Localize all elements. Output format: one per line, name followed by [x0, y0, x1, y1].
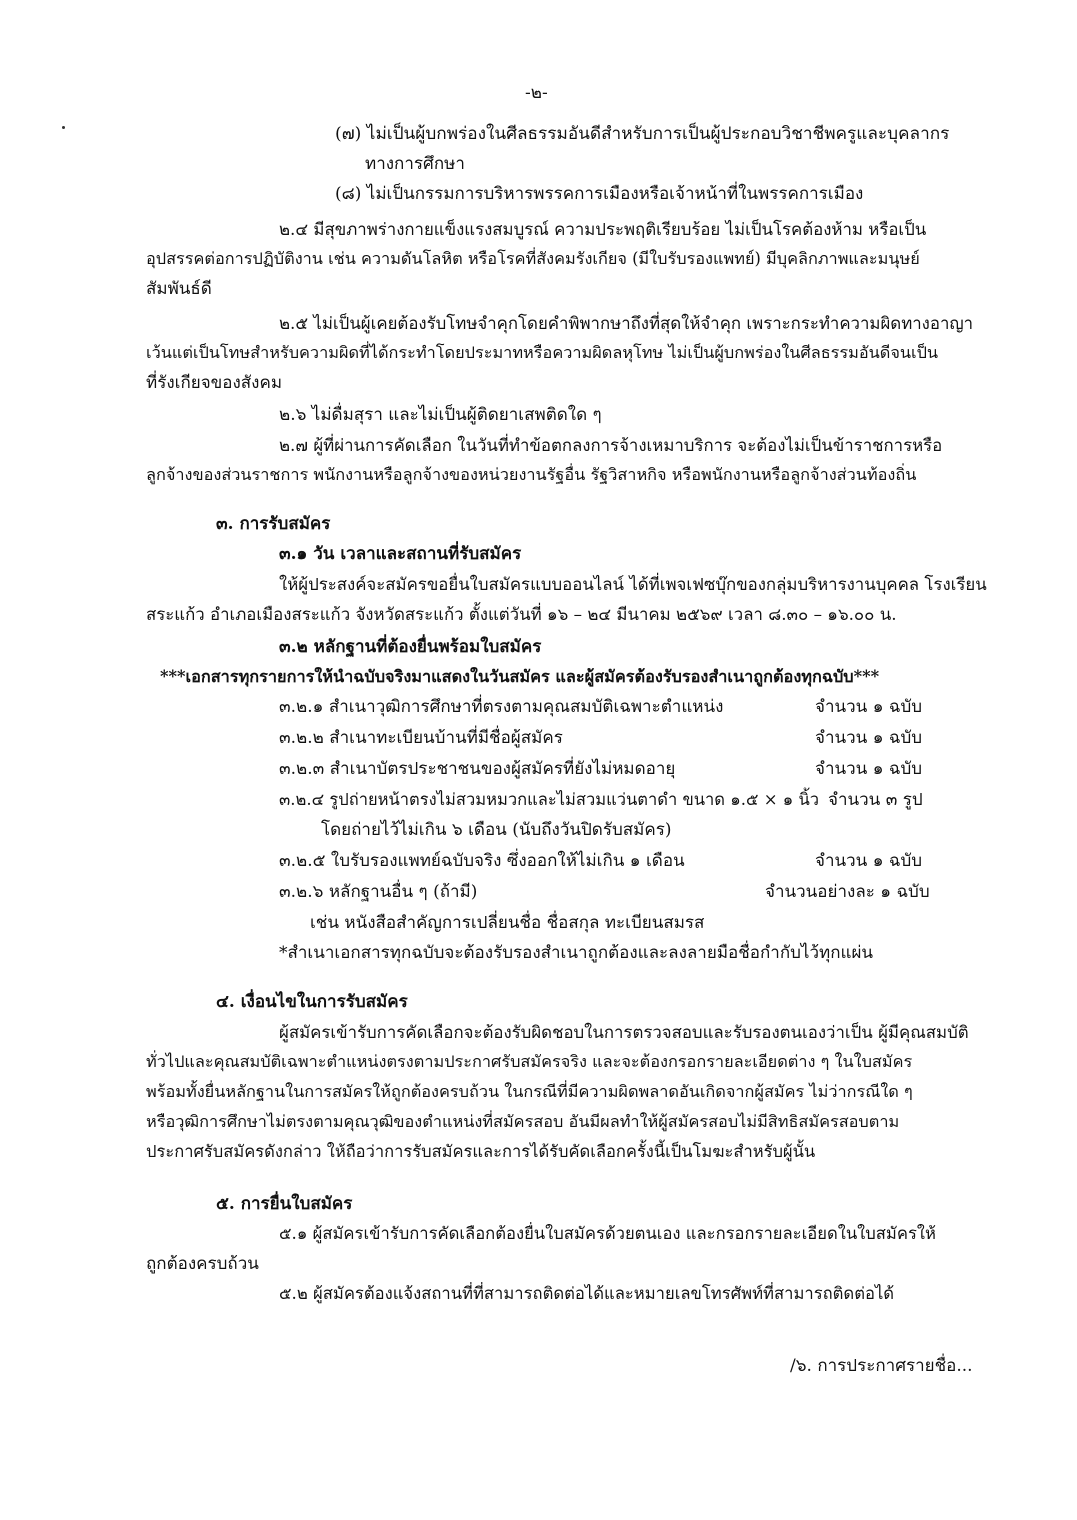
section-4-text-4: หรือวุฒิการศึกษาไม่ตรงตามคุณวุฒิของตำแหน่งที่สมัครสอบ อันมีผลทำให้ผู้สมัครสอบไม่มีสิทธิสมัครสอบตาม [146, 1112, 900, 1131]
doc-item-6-qty: จำนวนอย่างละ ๑ ฉบับ [765, 882, 930, 902]
doc-item-1-qty: จำนวน ๑ ฉบับ [815, 697, 923, 717]
section-4-heading: ๔. เงื่อนไขในการรับสมัคร [216, 992, 408, 1012]
page-number: -๒- [525, 83, 548, 103]
clause-2-5-end: ที่รังเกียจของสังคม [146, 373, 283, 393]
section-3-heading: ๓. การรับสมัคร [216, 514, 331, 534]
section-4-text-5: ประกาศรับสมัครดังกล่าว ให้ถือว่าการรับสมัครและการได้รับคัดเลือกครั้งนี้เป็นโมฆะสำหรับผู้นั้น [146, 1142, 816, 1161]
clause-2-4: ๒.๔ มีสุขภาพร่างกายแข็งแรงสมบูรณ์ ความประพฤติเรียบร้อย ไม่เป็นโรคต้องห้าม หรือเป็น [279, 219, 927, 239]
section-5-1-cont: ถูกต้องครบถ้วน [146, 1254, 259, 1274]
item-7: (๗) ไม่เป็นผู้บกพร่องในศีลธรรมอันดีสำหรับการเป็นผู้ประกอบวิชาชีพครูและบุคลากร [335, 124, 950, 144]
copy-note: *สำเนาเอกสารทุกฉบับจะต้องรับรองสำเนาถูกต้องและลงลายมือชื่อกำกับไว้ทุกแผ่น [279, 943, 874, 963]
scan-speck [62, 126, 65, 129]
doc-item-3: ๓.๒.๓ สำเนาบัตรประชาชนของผู้สมัครที่ยังไม่หมดอายุ [279, 759, 676, 779]
next-page-marker: /๖. การประกาศรายชื่อ... [790, 1356, 973, 1376]
clause-2-7: ๒.๗ ผู้ที่ผ่านการคัดเลือก ในวันที่ทำข้อตกลงการจ้างเหมาบริการ จะต้องไม่เป็นข้าราชการหรือ [279, 435, 943, 455]
clause-2-5: ๒.๕ ไม่เป็นผู้เคยต้องรับโทษจำคุกโดยคำพิพากษาถึงที่สุดให้จำคุก เพราะกระทำความผิดทางอาญา [279, 313, 974, 333]
doc-item-6: ๓.๒.๖ หลักฐานอื่น ๆ (ถ้ามี) [279, 882, 478, 902]
item-8: (๘) ไม่เป็นกรรมการบริหารพรรคการเมืองหรือเจ้าหน้าที่ในพรรคการเมือง [335, 184, 864, 204]
clause-2-7-cont: ลูกจ้างของส่วนราชการ พนักงานหรือลูกจ้างของหน่วยงานรัฐอื่น รัฐวิสาหกิจ หรือพนักงานหรือลูกจ้างส่วนท้องถิ่น [146, 465, 917, 484]
section-3-1-heading: ๓.๑ วัน เวลาและสถานที่รับสมัคร [279, 544, 522, 564]
section-5-1: ๕.๑ ผู้สมัครเข้ารับการคัดเลือกต้องยื่นใบสมัครด้วยตนเอง และกรอกรายละเอียดในใบสมัครให้ [279, 1224, 936, 1243]
section-4-text-3: พร้อมทั้งยื่นหลักฐานในการสมัครให้ถูกต้องครบถ้วน ในกรณีที่มีความผิดพลาดอันเกิดจากผู้สมัคร ไม่ว่ากรณีใด ๆ [146, 1082, 913, 1101]
clause-2-4-cont: อุปสรรคต่อการปฏิบัติงาน เช่น ความดันโลหิต หรือโรคที่สังคมรังเกียจ (มีใบรับรองแพทย์) มีบุคลิกภาพและมนุษย์ [146, 249, 920, 268]
section-3-1-text: ให้ผู้ประสงค์จะสมัครขอยื่นใบสมัครแบบออนไลน์ ได้ที่เพจเฟซบุ๊กของกลุ่มบริหารงานบุคคล โรงเรียน [279, 574, 987, 594]
doc-item-5-qty: จำนวน ๑ ฉบับ [815, 851, 923, 871]
section-4-text-2: ทั่วไปและคุณสมบัติเฉพาะตำแหน่งตรงตามประกาศรับสมัครจริง และจะต้องกรอกรายละเอียดต่าง ๆ ในใบสมัคร [146, 1052, 913, 1071]
doc-item-4-cont: โดยถ่ายไว้ไม่เกิน ๖ เดือน (นับถึงวันปิดรับสมัคร) [321, 820, 672, 840]
clause-2-6: ๒.๖ ไม่ดื่มสุรา และไม่เป็นผู้ติดยาเสพติดใด ๆ [279, 405, 602, 425]
doc-item-2-qty: จำนวน ๑ ฉบับ [815, 728, 923, 748]
section-4-text-1: ผู้สมัครเข้ารับการคัดเลือกจะต้องรับผิดชอบในการตรวจสอบและรับรองตนเองว่าเป็น ผู้มีคุณสมบัติ [279, 1022, 969, 1042]
section-5-heading: ๕. การยื่นใบสมัคร [216, 1194, 353, 1214]
item-7-cont: ทางการศึกษา [365, 154, 465, 174]
clause-2-4-end: สัมพันธ์ดี [146, 279, 212, 299]
doc-item-2: ๓.๒.๒ สำเนาทะเบียนบ้านที่มีชื่อผู้สมัคร [279, 728, 563, 748]
section-5-2: ๕.๒ ผู้สมัครต้องแจ้งสถานที่ที่สามารถติดต่อได้และหมายเลขโทรศัพท์ที่สามารถติดต่อได้ [279, 1284, 895, 1303]
section-3-2-heading: ๓.๒ หลักฐานที่ต้องยื่นพร้อมใบสมัคร [279, 637, 542, 657]
documents-notice: ***เอกสารทุกรายการให้นำฉบับจริงมาแสดงในวันสมัคร และผู้สมัครต้องรับรองสำเนาถูกต้องทุกฉบับ*** [160, 667, 880, 686]
doc-item-6-cont: เช่น หนังสือสำคัญการเปลี่ยนชื่อ ชื่อสกุล ทะเบียนสมรส [310, 913, 705, 933]
doc-item-4: ๓.๒.๔ รูปถ่ายหน้าตรงไม่สวมหมวกและไม่สวมแว่นตาดำ ขนาด ๑.๕ × ๑ นิ้ว [279, 790, 820, 809]
doc-item-5: ๓.๒.๕ ใบรับรองแพทย์ฉบับจริง ซึ่งออกให้ไม่เกิน ๑ เดือน [279, 851, 685, 871]
doc-item-1: ๓.๒.๑ สำเนาวุฒิการศึกษาที่ตรงตามคุณสมบัติเฉพาะตำแหน่ง [279, 697, 724, 717]
clause-2-5-cont: เว้นแต่เป็นโทษสำหรับความผิดที่ได้กระทำโดยประมาทหรือความผิดลหุโทษ ไม่เป็นผู้บกพร่องในศีลธรรมอันดีจนเป็น [146, 343, 939, 362]
doc-item-3-qty: จำนวน ๑ ฉบับ [815, 759, 923, 779]
section-3-1-text-cont: สระแก้ว อำเภอเมืองสระแก้ว จังหวัดสระแก้ว ตั้งแต่วันที่ ๑๖ – ๒๔ มีนาคม ๒๕๖๙ เวลา ๘.๓๐ – ๑๖.๐๐ น. [146, 604, 897, 624]
doc-item-4-qty: จำนวน ๓ รูป [828, 790, 923, 810]
